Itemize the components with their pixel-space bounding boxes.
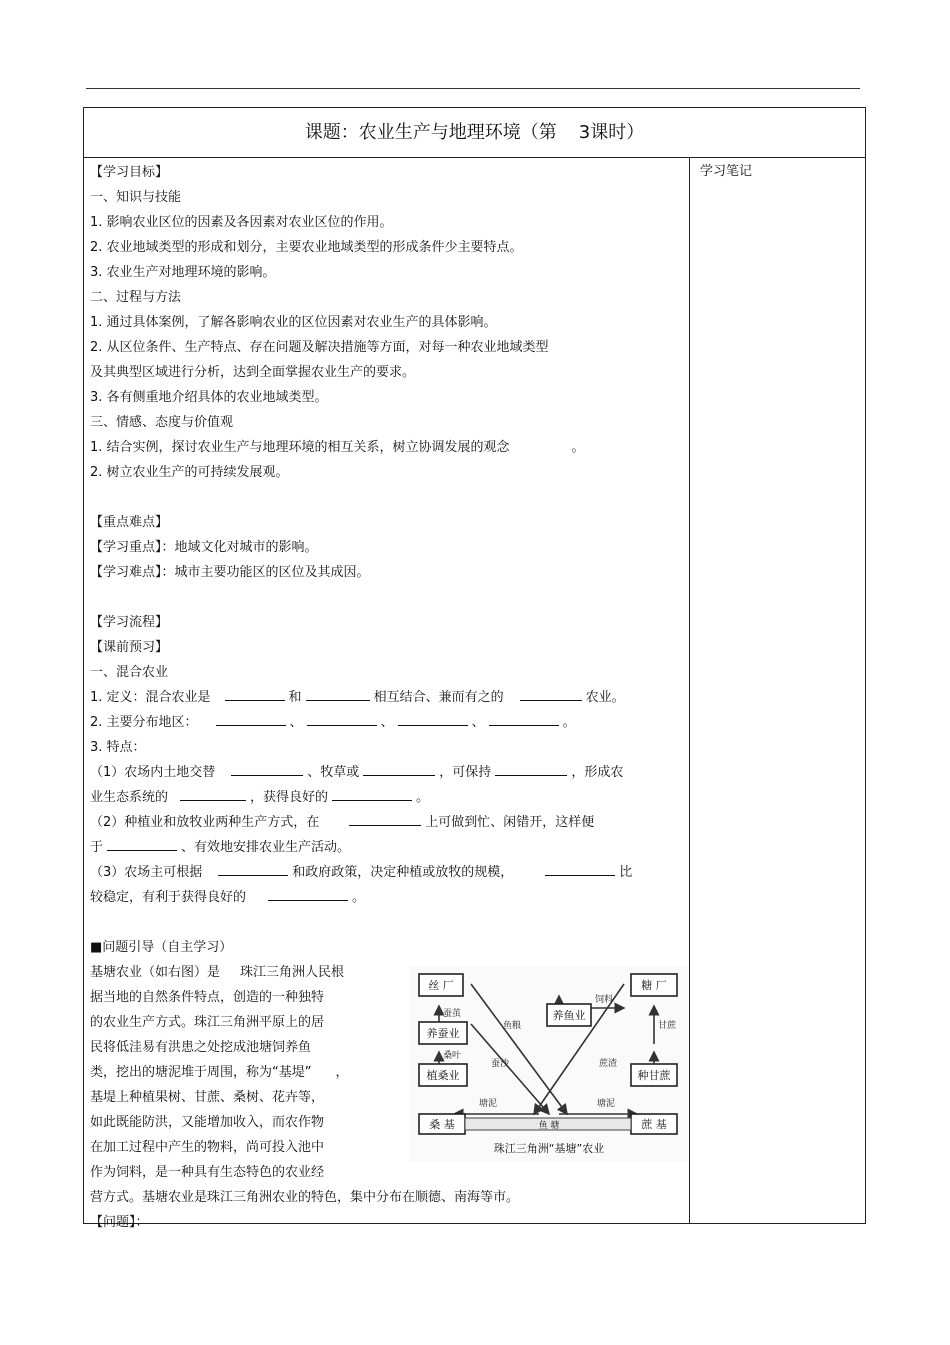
list-item: 2. 从区位条件、生产特点、存在问题及解决措施等方面，对每一种农业地域类型 bbox=[90, 340, 549, 355]
page-title: 课题：农业生产与地理环境（第 3课时） bbox=[84, 108, 865, 158]
paragraph-line: 基堤上种植果树、甘蔗、桑树、花卉等， bbox=[90, 1090, 325, 1105]
blank-field[interactable] bbox=[218, 861, 288, 876]
section-heading: 一、混合农业 bbox=[90, 665, 169, 680]
blank-field[interactable] bbox=[225, 686, 285, 701]
blank-field[interactable] bbox=[363, 761, 435, 776]
sugar-factory-label: 糖 厂 bbox=[641, 979, 667, 992]
mulberry-label: 植桑业 bbox=[426, 1069, 460, 1082]
paragraph-line: 的农业生产方式。珠江三角洲平原上的居 bbox=[90, 1015, 325, 1030]
dike-pond-diagram bbox=[409, 966, 688, 1162]
paragraph-line: 在加工过程中产生的物料，尚可投入池中 bbox=[90, 1140, 325, 1155]
sugarcane-label: 种甘蔗 bbox=[637, 1069, 671, 1082]
feature-1-cont: 业生态系统的 ，获得良好的 。 bbox=[90, 785, 686, 810]
paragraph-line: 基塘农业（如右图）是 珠江三角洲人民根 bbox=[90, 965, 345, 980]
mud-left-label: 塘泥 bbox=[479, 1099, 498, 1109]
scrap-label: 蔗渣 bbox=[599, 1059, 618, 1069]
section-heading: 一、知识与技能 bbox=[90, 190, 182, 205]
objectives-heading: 【学习目标】 bbox=[90, 165, 169, 180]
blank-field[interactable] bbox=[349, 811, 421, 826]
blank-field[interactable] bbox=[495, 761, 567, 776]
blank-field[interactable] bbox=[545, 861, 615, 876]
list-item: 3. 农业生产对地理环境的影响。 bbox=[90, 265, 276, 280]
fish-farming-label: 养鱼业 bbox=[552, 1009, 586, 1022]
feature-2: （2）种植业和放牧业两种生产方式，在 上可做到忙、闲错开，这样便 bbox=[90, 810, 686, 835]
mud-right-label: 塘泥 bbox=[597, 1099, 616, 1109]
guide-heading: ■问题引导（自主学习） bbox=[90, 940, 233, 955]
study-notes-label: 学习笔记 bbox=[700, 164, 753, 179]
blank-field[interactable] bbox=[332, 786, 412, 801]
blank-field[interactable] bbox=[489, 711, 559, 726]
definition-line: 1. 定义：混合农业是 和 相互结合、兼而有之的 农业。 bbox=[90, 685, 686, 710]
diagram-caption: 珠江三角洲“基塘”农业 bbox=[493, 1142, 605, 1155]
paragraph-line: 民将低洼易有洪患之处挖成池塘饲养鱼 bbox=[90, 1040, 312, 1055]
silk-factory-label: 丝 厂 bbox=[428, 979, 454, 992]
paragraph-line: 如此既能防洪，又能增加收入，而农作物 bbox=[90, 1115, 325, 1130]
feature-3-cont: 较稳定，有利于获得良好的 。 bbox=[90, 885, 686, 910]
list-item: 1. 结合实例，探讨农业生产与地理环境的相互关系，树立协调发展的观念 。 bbox=[90, 440, 585, 455]
blank-field[interactable] bbox=[306, 686, 370, 701]
paragraph-line: 营方式。基塘农业是珠江三角洲农业的特色，集中分布在顺德、南海等市。 bbox=[90, 1190, 520, 1205]
feed-label: 饲料 bbox=[595, 995, 614, 1005]
list-item: 2. 树立农业生产的可持续发展观。 bbox=[90, 465, 289, 480]
cane-flow-label: 甘蔗 bbox=[658, 1021, 677, 1031]
paragraph-line: 类，挖出的塘泥堆于周围，称为“基堤” ， bbox=[90, 1065, 349, 1080]
features-heading: 3. 特点： bbox=[90, 740, 146, 755]
fish-food-label: 鱼粮 bbox=[503, 1021, 522, 1031]
cocoon-label: 蚕茧 bbox=[443, 1009, 462, 1019]
blank-field[interactable] bbox=[180, 786, 246, 801]
section-heading: 三、情感、态度与价值观 bbox=[90, 415, 234, 430]
blank-field[interactable] bbox=[231, 761, 303, 776]
dung-label: 蚕沙 bbox=[491, 1059, 510, 1069]
blank-field[interactable] bbox=[307, 711, 377, 726]
cane-dike-label: 蔗 基 bbox=[641, 1118, 667, 1131]
preview-heading: 【课前预习】 bbox=[90, 640, 169, 655]
feature-1: （1）农场内土地交替 、牧草或 ，可保持 ，形成农 bbox=[90, 760, 686, 785]
key-points-heading: 【重点难点】 bbox=[90, 515, 169, 530]
list-item: 3. 各有侧重地介绍具体的农业地域类型。 bbox=[90, 390, 328, 405]
blank-field[interactable] bbox=[268, 886, 348, 901]
blank-field[interactable] bbox=[107, 836, 177, 851]
mulberry-dike-label: 桑 基 bbox=[429, 1118, 455, 1131]
list-item: 1. 影响农业区位的因素及各因素对农业区位的作用。 bbox=[90, 215, 393, 230]
blank-field[interactable] bbox=[216, 711, 286, 726]
question-label: 【问题】： bbox=[90, 1215, 149, 1230]
distribution-line: 2. 主要分布地区： 、 、 、 。 bbox=[90, 710, 686, 735]
leaf-label: 桑叶 bbox=[443, 1051, 462, 1061]
flow-heading: 【学习流程】 bbox=[90, 615, 169, 630]
column-divider bbox=[689, 158, 690, 1223]
difficulty-point: 【学习难点】：城市主要功能区的区位及其成因。 bbox=[90, 565, 370, 580]
list-item: 1. 通过具体案例，了解各影响农业的区位因素对农业生产的具体影响。 bbox=[90, 315, 497, 330]
fish-pond-label: 鱼 塘 bbox=[538, 1121, 560, 1131]
focus-point: 【学习重点】：地域文化对城市的影响。 bbox=[90, 540, 318, 555]
list-item: 及其典型区域进行分析，达到全面掌握农业生产的要求。 bbox=[90, 365, 416, 380]
paragraph-line: 作为饲料，是一种具有生态特色的农业经 bbox=[90, 1165, 325, 1180]
header-rule bbox=[86, 88, 860, 89]
blank-field[interactable] bbox=[398, 711, 468, 726]
section-heading: 二、过程与方法 bbox=[90, 290, 182, 305]
blank-field[interactable] bbox=[520, 686, 582, 701]
silkworm-label: 养蚕业 bbox=[426, 1027, 460, 1040]
list-item: 2. 农业地域类型的形成和划分，主要农业地域类型的形成条件少主要特点。 bbox=[90, 240, 523, 255]
feature-2-cont: 于 、有效地安排农业生产活动。 bbox=[90, 835, 686, 860]
feature-3: （3）农场主可根据 和政府政策，决定种植或放牧的规模， 比 bbox=[90, 860, 686, 885]
paragraph-line: 据当地的自然条件特点，创造的一种独特 bbox=[90, 990, 325, 1005]
